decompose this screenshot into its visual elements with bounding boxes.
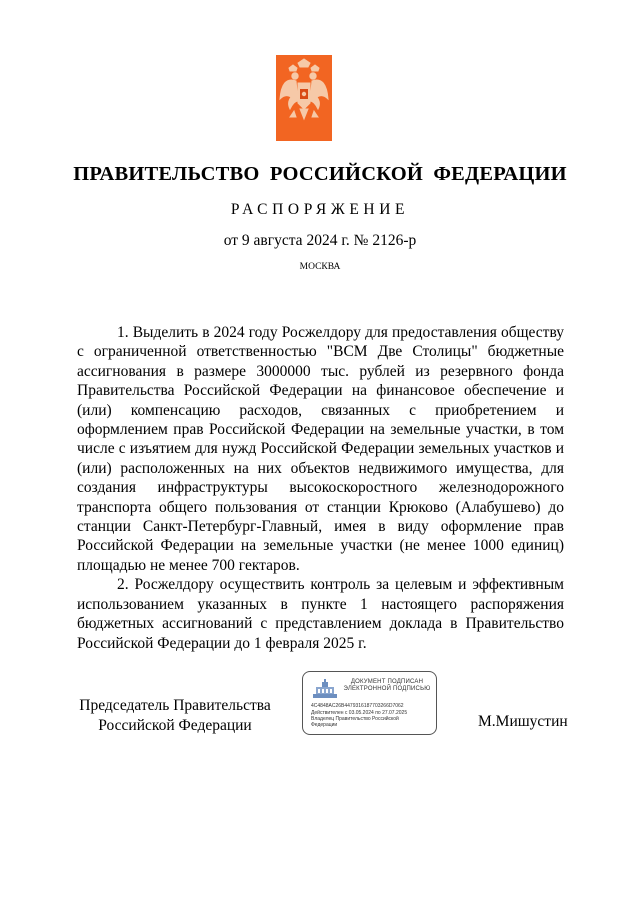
government-title: ПРАВИТЕЛЬСТВО РОССИЙСКОЙ ФЕДЕРАЦИИ xyxy=(73,163,567,185)
paragraph-1: 1. Выделить в 2024 году Росжелдору для предоставления обществу с ограниченной ответственностью "ВСМ Две Столицы" бюджетные ассигнования в размере 3000000 тыс. рублей из резервного фонда Правительства Российской Федерации на финансовое обеспечение и (или) компенсацию расходов, связанных с приобретением и оформлением прав Российской Федерации на земельные участки, в том числе с изъятием для нужд Российской Федерации земельных участков и (или) расположенных на них объектов недвижимого имущества, для создания инфраструктуры высокоскоростного железнодорожного транспорта общего пользования от станции Крюково (Алабушево) до станции Санкт-Петербург-Главный, имея в виду оформление прав Российской Федерации на земельные участки (не менее 1000 единиц) площадью не менее 700 гектаров. xyxy=(77,324,564,574)
stamp-owner-line-2: Федерации xyxy=(311,722,338,728)
stamp-certificate: 4C4848AC26B4479316187703266D7062 xyxy=(311,703,404,709)
government-building-icon xyxy=(311,678,339,700)
document-date-number: от 9 августа 2024 г. № 2126-р xyxy=(223,232,417,249)
document-city: МОСКВА xyxy=(299,262,341,272)
signer-name: М.Мишустин xyxy=(478,713,568,730)
document-body xyxy=(77,323,564,653)
document-type: РАСПОРЯЖЕНИЕ xyxy=(230,201,410,218)
signer-position-line-1: Председатель Правительства xyxy=(79,697,271,714)
coat-of-arms-icon xyxy=(276,55,332,141)
stamp-title: ДОКУМЕНТ ПОДПИСАН ЭЛЕКТРОННОЙ ПОДПИСЬЮ xyxy=(343,679,431,692)
paragraph-2: 2. Росжелдору осуществить контроль за целевым и эффективным использованием указанных в пункте 1 настоящего распоряжения бюджетных ассигнований с представлением доклада в Правительство Российской Федерации до 1 февраля 2025 г. xyxy=(77,576,564,652)
signer-position xyxy=(77,696,273,736)
stamp-validity: Действителен с 03.05.2024 по 27.07.2025 xyxy=(311,710,408,716)
electronic-signature-stamp xyxy=(302,671,437,735)
signer-position-line-2: Российской Федерации xyxy=(98,717,252,734)
stamp-owner-line-1: Владелец Правительство Российской xyxy=(311,716,399,722)
